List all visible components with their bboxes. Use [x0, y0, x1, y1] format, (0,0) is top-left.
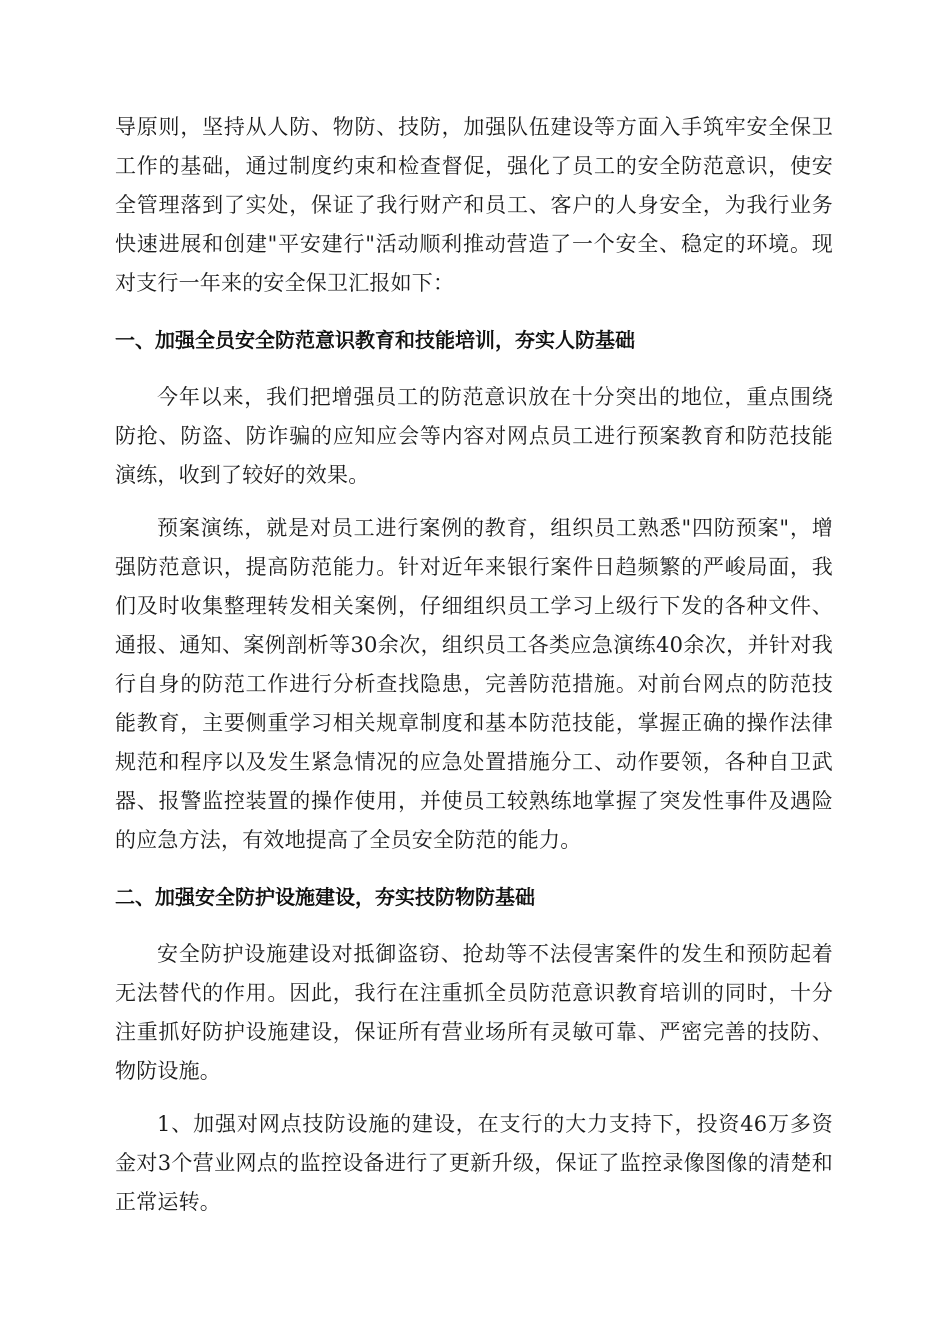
spacer — [115, 1091, 833, 1105]
paragraph-intro: 导原则，坚持从人防、物防、技防，加强队伍建设等方面入手筑牢安全保卫工作的基础，通过制度约束和检查督促，强化了员工的安全防范意识，使安全管理落到了实处，保证了我行财产和员工、客户的人身安全，为我行业务快速进展和创建"平安建行"活动顺利推动营造了一个安全、稳定的环境。现对支行一年来的安全保卫汇报如下： — [115, 115, 833, 295]
paragraph-2: 预案演练，就是对员工进行案例的教育，组织员工熟悉"四防预案"，增强防范意识，提高防范能力。针对近年来银行案件日趋频繁的严峻局面，我们及时收集整理转发相关案例，仔细组织员工学习上级行下发的各种文件、通报、通知、案例剖析等30余次，组织员工各类应急演练40余次，并针对我行自身的防范工作进行分析查找隐患，完善防范措施。对前台网点的防范技能教育，主要侧重学习相关规章制度和基本防范技能，掌握正确的操作法律规范和程序以及发生紧急情况的应急处置措施分工、动作要领，各种自卫武器、报警监控装置的操作使用，并使员工较熟练地掌握了突发性事件及遇险的应急方法，有效地提高了全员安全防范的能力。 — [115, 516, 833, 852]
section-heading-2: 二、加强安全防护设施建设，夯实技防物防基础 — [115, 885, 535, 909]
spacer — [115, 303, 833, 321]
paragraph-1: 今年以来，我们把增强员工的防范意识放在十分突出的地位，重点围绕防抢、防盗、防诈骗的应知应会等内容对网点员工进行预案教育和防范技能演练，收到了较好的效果。 — [115, 385, 833, 487]
section-heading-1: 一、加强全员安全防范意识教育和技能培训，夯实人防基础 — [115, 328, 635, 352]
spacer — [115, 860, 833, 878]
paragraph-3: 安全防护设施建设对抵御盗窃、抢劫等不法侵害案件的发生和预防起着无法替代的作用。因此，我行在注重抓全员防范意识教育培训的同时，十分注重抓好防护设施建设，保证所有营业场所有灵敏可靠、严密完善的技防、物防设施。 — [115, 942, 833, 1083]
document-body — [115, 108, 833, 1222]
spacer — [115, 917, 833, 935]
spacer — [115, 495, 833, 509]
paragraph-4: 1、加强对网点技防设施的建设，在支行的大力支持下，投资46万多资金对3个营业网点的监控设备进行了更新升级，保证了监控录像图像的清楚和正常运转。 — [115, 1112, 833, 1214]
spacer — [115, 360, 833, 378]
